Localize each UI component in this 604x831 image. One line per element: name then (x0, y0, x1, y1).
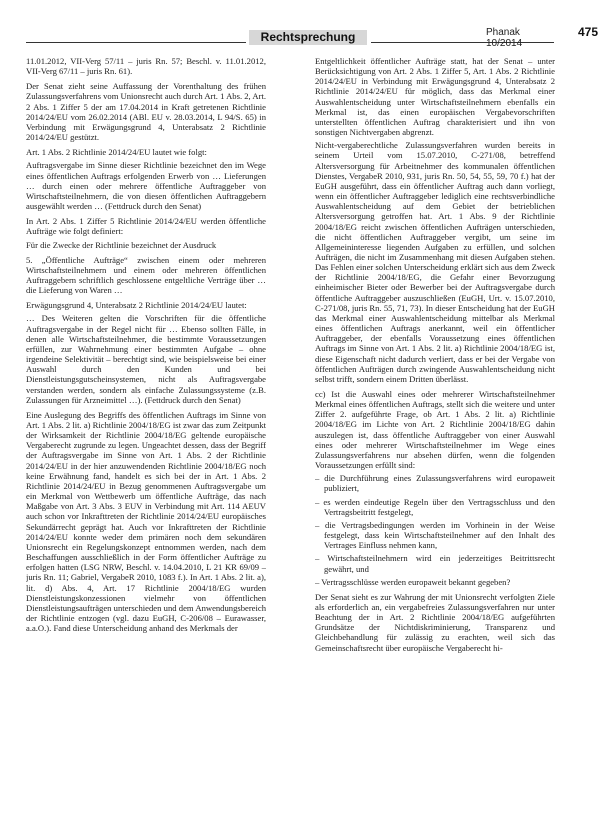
paragraph: Eine Auslegung des Begriffs des öffentlichen Auftrags im Sinne von Art. 1 Abs. 2 lit. a) Richtlinie 2004/18/EG ist zwar das zum Zeitpunkt der Wirksamkeit der Richtlinie 2004/18/EG geltende europäische Vergaberecht zugrunde zu legen. Ungeachtet dessen, dass der Begriff der Auftragsvergabe im Sinne von Art. 1 Abs. 2 der Richtlinie 2014/24/EU in der hier anzuwendenden Richtlinie 2004/18/EG noch keine Erwähnung fand, handelt es sich bei der in Art. 1 Abs. 2 Richtlinie 2014/24/EU in Bezug genommenen Auftragsvergabe um ein Merkmal von Wettbewerb um öffentliche Aufträge, das nach Maßgabe von Art. 3 Abs. 3 EUV in Verbindung mit Art. 114 AEUV auch schon vor Inkrafttreten der Richtlinie 2014/24/EU europäisches Sekundärrecht geprägt hat. Auch vor Inkrafttreten der Richtlinie 2014/24/EU konnte weder dem primären noch dem sekundären Unionsrecht ein Regelungskonzept entnommen werden, nach dem Beschaffungen ausschließlich in der Form öffentlicher Aufträge zu erfolgen hatten (LSG NRW, Beschl. v. 14.04.2010, L 21 KR 69/09 – juris Rn. 11; Gabriel, VergabeR 2010, 1083 f.). In Art. 1 Abs. 2 lit. a), lit. d) Abs. 4, Art. 17 Richtlinie 2004/18/EG wurden Dienstleistungskonzessionen vielmehr von öffentlichen Dienstleistungsaufträgen unterschieden und dem Anwendungsbereich der Richtlinie entzogen (vgl. dazu EuGH, C-206/08 – Eurawasser, a.a.O.). Fand diese Unterscheidung anhand des Merkmals der (26, 409, 266, 634)
list-item: – die Vertragsbedingungen werden im Vorhinein in der Weise festgelegt, dass kein Wirtschaftsteilnehmer auf den Inhalt des Vertrages Einfluss nehmen kann, (315, 519, 555, 551)
section-title: Rechtsprechung (249, 30, 367, 45)
right-column (315, 56, 555, 826)
list-item: – es werden eindeutige Regeln über den Vertragsschluss und den Vertragsbeitritt festgelegt, (315, 496, 555, 517)
journal-issue: Phanak 10/2014 (486, 27, 523, 49)
paragraph: cc) Ist die Auswahl eines oder mehrerer Wirtschaftsteilnehmer Merkmal eines öffentlichen Auftrags, stellt sich die weitere und unter Ziffer 2. aufgeführte Frage, ob Art. 1 Abs. 2 lit. a) Richtlinie 2004/18/EG im Lichte von Art. 2 Richtlinie 2004/18/EG dahin auszulegen ist, dass öffentliche Auftraggeber von einer Auswahl eines oder mehrerer Wirtschaftsteilnehmer im Wege eines Zulassungsverfahrens nur absehen dürfen, wenn die folgenden Voraussetzungen erfüllt sind: (315, 389, 555, 471)
list-item: – die Durchführung eines Zulassungsverfahrens wird europaweit publiziert, (315, 473, 555, 494)
list-item: – Wirtschaftsteilnehmern wird ein jederzeitiges Beitrittsrecht gewährt, und (315, 553, 555, 574)
list-item: – Vertragsschlüsse werden europaweit bekannt gegeben? (315, 576, 511, 587)
page-number: 475 (577, 25, 598, 39)
paragraph: Der Senat zieht seine Auffassung der Vorenthaltung des frühen Zulassungsverfahrens vom Unionsrecht auch durch Art. 1 Abs. 2, Art. 2 Abs. 1 Ziffer 5 der am 17.04.2014 in Kraft getretenen Richtlinie 2014/24/EU vom 26.02.2014 (ABl. EU v. 28.03.2014, L 94/S. 65) in Verbindung mit Erwägungsgrund 4, Unterabsatz 2 Richtlinie 2014/24/EU gestützt. (26, 81, 266, 143)
paragraph: In Art. 2 Abs. 1 Ziffer 5 Richtlinie 2014/24/EU werden öffentliche Aufträge wie folgt definiert: (26, 216, 266, 237)
paragraph: Art. 1 Abs. 2 Richtlinie 2014/24/EU lautet wie folgt: (26, 147, 207, 158)
quoted-paragraph: Auftragsvergabe im Sinne dieser Richtlinie bezeichnet den im Wege eines öffentlichen Auftrags erfolgenden Erwerb von … Lieferungen … durch einen oder mehrere öffentliche Auftraggeber von Wirtschaftsteilnehmern, die von diesen öffentlichen Auftraggebern ausgewählt werden … (Fettdruck durch den Senat) (26, 160, 266, 212)
paragraph: Entgeltlichkeit öffentlicher Aufträge statt, hat der Senat – unter Berücksichtigung von Art. 2 Abs. 1 Ziffer 5, Art. 1 Abs. 2 Richtlinie 2014/24/EU in Verbindung mit Erwägungsgrund 4, Unterabsatz 2 Richtlinie 2014/24/EU für möglich, dass das Merkmal einer Auswahlentscheidung unter Wirtschaftsteilnehmern ebenfalls ein Merkmal ist, das einen europäischen Vergabevorschriften unterstellten öffentlichen Auftrag charakterisiert und ihn von sonstigen Nichtvergaben abgrenzt. (315, 56, 555, 138)
page-header (26, 22, 598, 49)
quoted-paragraph: 5. „Öffentliche Aufträge“ zwischen einem oder mehreren Wirtschaftsteilnehmern und einem oder mehreren öffentlichen Auftraggebern schriftlich geschlossene entgeltliche Verträge über … die Lieferung von Waren … (26, 254, 266, 296)
paragraph: Erwägungsgrund 4, Unterabsatz 2 Richtlinie 2014/24/EU lautet: (26, 300, 247, 311)
paragraph: Nicht-vergaberechtliche Zulassungsverfahren wurden bereits in seinem Urteil vom 15.07.2010, C-271/08, betreffend Altersversorgung für Arbeitnehmer des kommunalen öffentlichen Dienstes, VergabeR 2010, 931, juris Rn. 50, 54, 55, 59, 70 f.) hat der EuGH ausgeführt, dass ein öffentlicher Auftrag auch dann vorliegt, wenn ein öffentlicher Auftraggeber lediglich eine rechtsverbindliche Auswahlentscheidung auf dem Gebiet der betrieblichen Altersversorgung getroffen hat. Art. 1 Abs. 9 der Richtlinie 2004/18/EG reicht zwischen öffentlichen Aufträgen unterschieden, die nicht öffentlichen Auftraggeber vergibt, um seine im Allgemeininteresse liegenden Aufgaben zu erfüllen, und solchen Aufträgen, die nicht im Zusammenhang mit diesen Aufgaben stehen. Das Fehlen einer solchen Unterscheidung erklärt sich aus dem Zweck der Richtlinie 2004/18/EG, die Gefahr einer Bevorzugung einheimischer Bieter oder Bewerber bei der Auftragsvergabe durch öffentliche Auftraggeber auszuschließen (EuGH, Urt. v. 15.07.2010, C-271/08, juris Rn. 55, 71, 73). In dieser Entscheidung hat der EuGH das Merkmal einer Auswahlentscheidung mittelbar als Merkmal eines öffentlichen Auftrags anerkannt, weil ein öffentlicher Auftraggeber, der ebenfalls Voraussetzung eines öffentlichen Auftrags im Sinne von Art. 1 Abs. 2 lit. a) Richtlinie 2004/18/EG ist, diese Eigenschaft nicht dadurch verliert, dass er bei der Vergabe von öffentlichen Aufträgen durch zwingende Auswahlentscheidung nicht selbst trifft, sondern einem Dritten überlässt. (315, 140, 555, 384)
header-rule-left (26, 42, 246, 43)
paragraph: 11.01.2012, VII-Verg 57/11 – juris Rn. 57; Beschl. v. 11.01.2012, VII-Verg 67/11 – juris Rn. 61). (26, 56, 266, 77)
paragraph: Für die Zwecke der Richtlinie bezeichnet der Ausdruck (26, 239, 217, 250)
left-column (26, 56, 266, 826)
paragraph: Der Senat sieht es zur Wahrung der mit Unionsrecht verfolgten Ziele als erforderlich an, ein vergabefreies Zulassungsverfahren nur unter Beachtung der in Art. 2 Richtlinie 2004/18/EG aufgeführten Grundsätze der Nichtdiskriminierung, Transparenz und Gleichbehandlung für zulässig zu erachten, weil sich das Gemeinschaftsrecht über europäische Vergaberecht hi- (315, 591, 555, 653)
quoted-paragraph: … Des Weiteren gelten die Vorschriften für die öffentliche Auftragsvergabe in der Regel nicht für … Ebenso sollten Fälle, in denen alle Wirtschaftsteilnehmer, die bestimmte Voraussetzungen erfüllen, zur Wahrnehmung einer bestimmten Aufgabe – ohne irgendeine Selektivität – berechtigt sind, wie beispielsweise bei einer Auswahl durch den Kunden und bei Dienstleistungsgutscheinsystemen, nicht als Auftragsvergabe verstanden werden, sondern als einfache Zulassungssysteme (z.B. Zulassungen für Arzneimittel …). (Fettdruck durch den Senat) (26, 313, 266, 405)
